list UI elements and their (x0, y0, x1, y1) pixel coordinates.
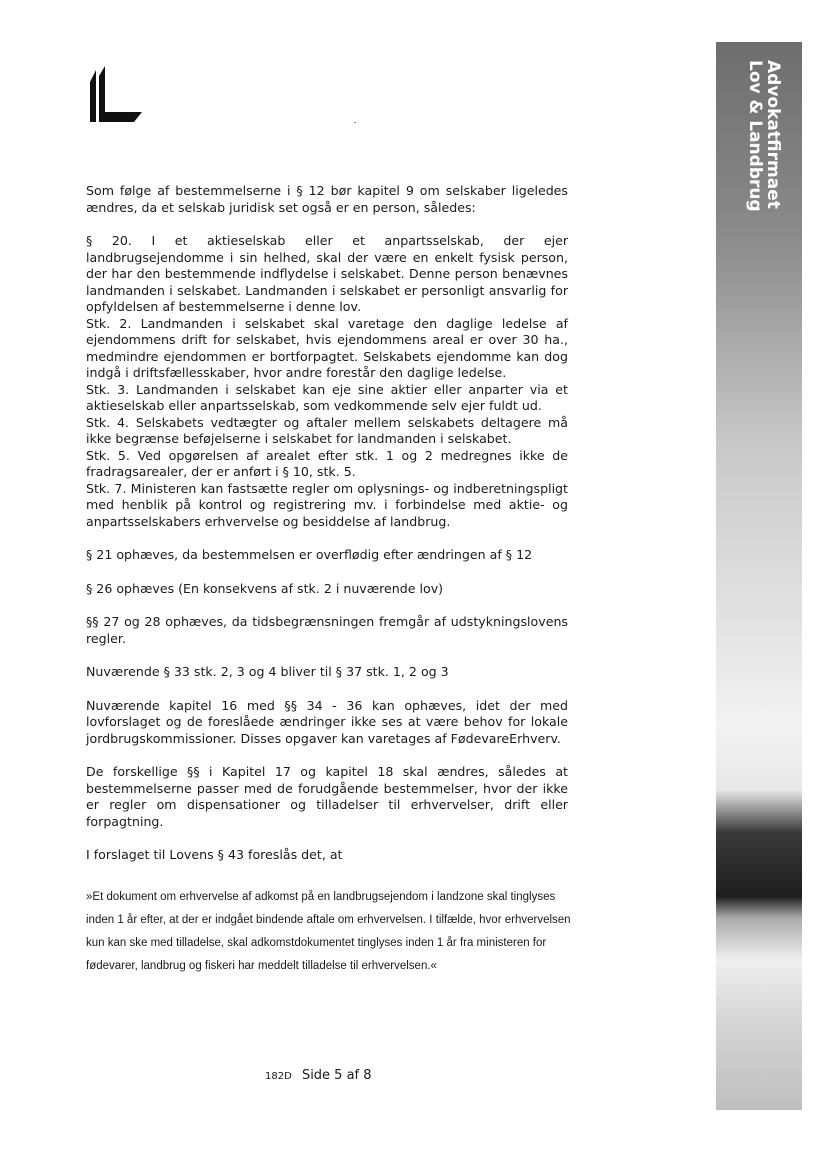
brand-name: Advokatfirmaet (763, 60, 783, 209)
section-20-stk-3: Stk. 3. Landmanden i selskabet kan eje sine aktier eller anparter via et aktieselskab eller anpartsselskab, som vedkommende selv ejer fuldt ud. (86, 381, 568, 413)
paragraph-21: § 21 ophæves, da bestemmelsen er overflødig efter ændringen af § 12 (86, 547, 533, 562)
paragraph-26: § 26 ophæves (En konsekvens af stk. 2 i nuværende lov) (86, 580, 444, 596)
paragraph-chapters-17-18: De forskellige §§ i Kapitel 17 og kapitel 18 skal ændres, således at bestemmelserne passer med de forudgående bestemmelser, hvor der ikke er regler om dispensationer og tilladelser til erhvervelser, drift eller forpagtning. (86, 764, 568, 829)
section-20: § 20. I et aktieselskab eller et anpartsselskab, der ejer landbrugsejendomme i sin helhed, skal der være en enkelt fysisk person, der har den bestemmende indflydelse i selskabet. Denne person benævnes landmanden i selskabet. Landmanden i selskabet er personligt ansvarlig for opfyldelsen af bestemmelserne i denne lov. (86, 233, 568, 314)
scan-mark (354, 122, 356, 123)
letter-body (86, 183, 568, 864)
paragraph-chapter-16: Nuværende kapitel 16 med §§ 34 - 36 kan ophæves, idet der med lovforslaget og de foreslåede ændringer ikke ses at være behov for lokale jordbrugskommissioner. Disses opgaver kan varetages af FødevareErhverv. (86, 697, 568, 746)
document-code: 182D (265, 1071, 292, 1082)
firm-logo-icon (86, 66, 142, 124)
quoted-provision: »Et dokument om erhvervelse af adkomst på en landbrugsejendom i landzone skal tinglyses inden 1 år efter, at der er indgået bindende aftale om erhvervelsen. I tilfælde, hvor erhvervelsen kun kan ske med tilladelse, skal adkomstdokumentet tinglyses inden 1 år fra ministeren for fødevarer, landbrug og fiskeri har meddelt tilladelse til erhvervelsen.« (86, 891, 571, 972)
paragraph-43-intro: I forslaget til Lovens § 43 foreslås det, at (86, 847, 343, 862)
sidebar-brand-text (716, 42, 802, 242)
paragraph-33: Nuværende § 33 stk. 2, 3 og 4 bliver til § 37 stk. 1, 2 og 3 (86, 664, 449, 679)
section-20-stk-5: Stk. 5. Ved opgørelsen af arealet efter stk. 1 og 2 medregnes ikke de fradragsarealer, der er anført i § 10, stk. 5. (86, 447, 568, 479)
section-20-stk-4: Stk. 4. Selskabets vedtægter og aftaler mellem selskabets deltagere må ikke begrænse beføjelserne i selskabet for landmanden i selskabet. (86, 414, 568, 446)
intro-paragraph: Som følge af bestemmelserne i § 12 bør kapitel 9 om selskaber ligeledes ændres, da et selskab juridisk set også er en person, således: (86, 183, 568, 215)
paragraph-27-28: §§ 27 og 28 ophæves, da tidsbegrænsningen fremgår af udstykningslovens regler. (86, 614, 568, 646)
page-number: Side 5 af 8 (301, 1068, 372, 1083)
section-20-stk-2: Stk. 2. Landmanden i selskabet skal varetage den daglige ledelse af ejendommens drift for selskabet, hvis ejendommens areal er over 30 ha., medmindre ejendommen er bortforpagtet. Selskabets ejendomme kan dog indgå i driftsfællesskaber, hvor andre forestår den daglige ledelse. (86, 315, 568, 380)
brand-subtitle: Lov & Landbrug (745, 60, 765, 212)
page-footer (265, 1068, 372, 1083)
section-20-stk-7: Stk. 7. Ministeren kan fastsætte regler om oplysnings- og indberetningspligt med henblik på kontrol og registrering mv. i forbindelse med aktie- og anpartsselskabers erhvervelse og besiddelse af landbrug. (86, 480, 568, 529)
